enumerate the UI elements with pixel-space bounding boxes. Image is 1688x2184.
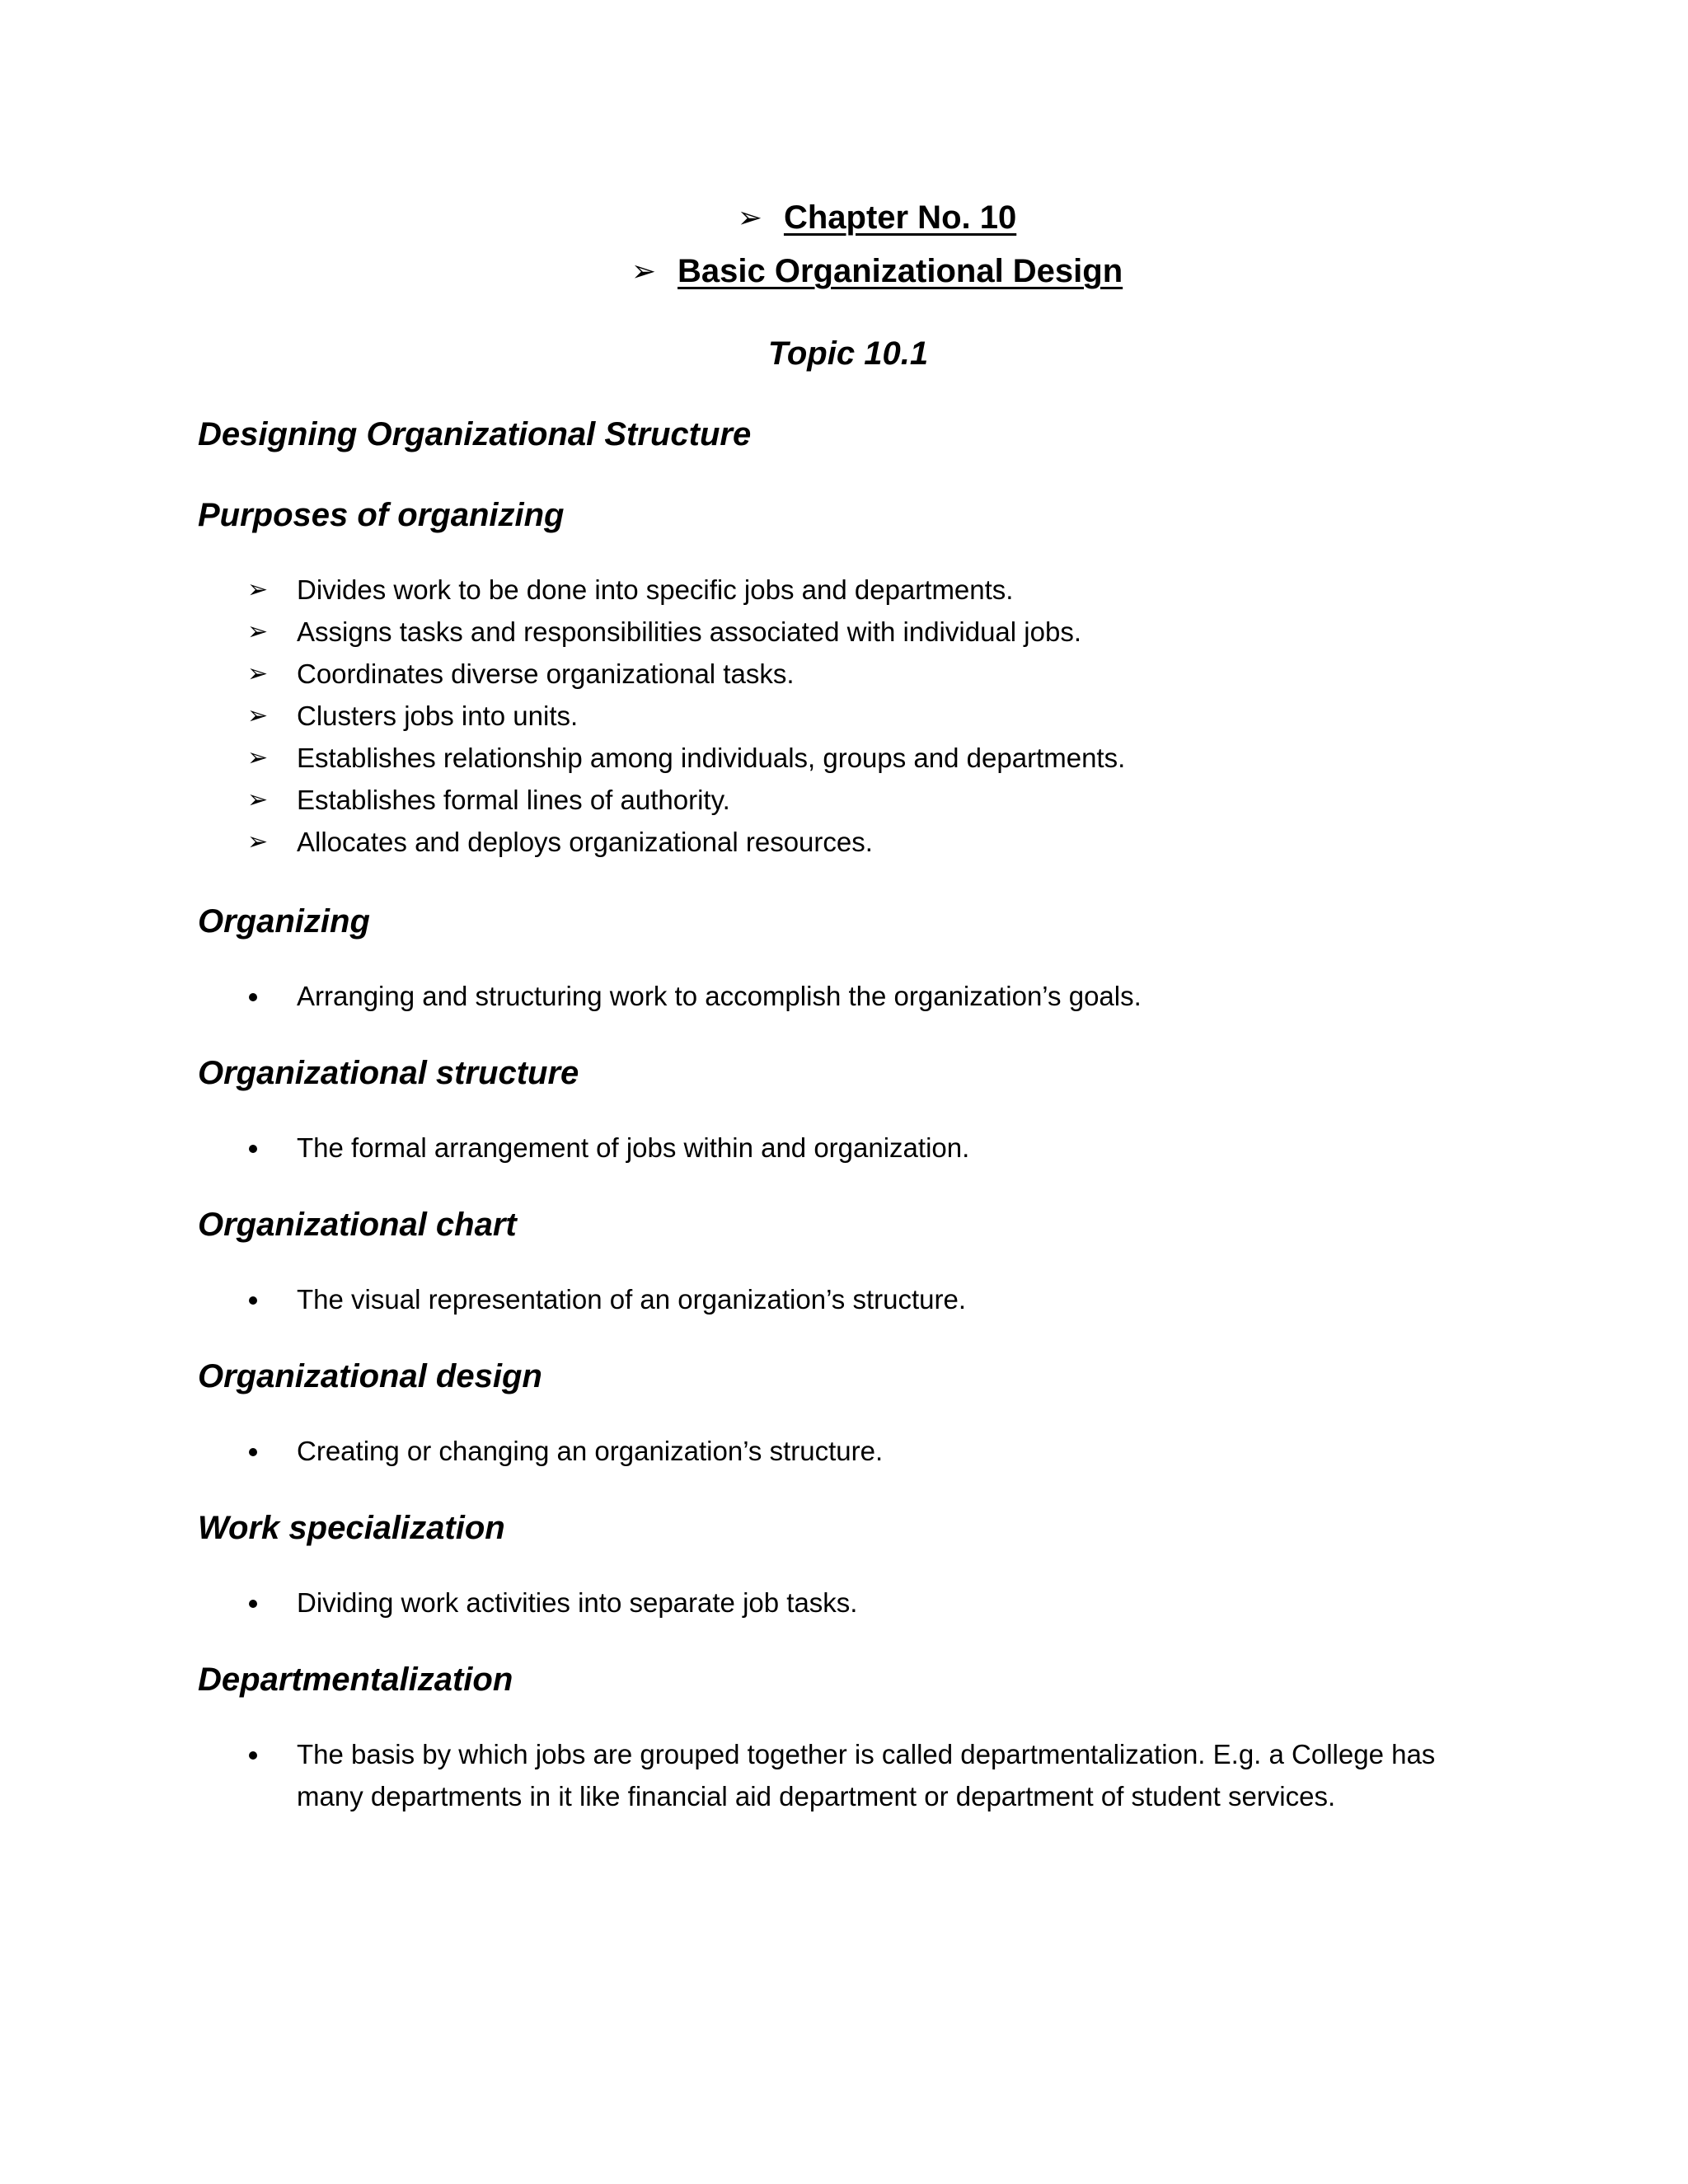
list-item <box>247 737 1125 779</box>
heading-chart: Organizational chart <box>198 1207 517 1243</box>
arrow-bullet-icon: ➢ <box>247 744 269 771</box>
list-item-text: Establishes relationship among individuals, groups and departments. <box>297 743 1126 773</box>
purposes-list <box>247 569 1125 863</box>
list-item-text: Creating or changing an organization’s structure. <box>297 1436 884 1466</box>
list-item <box>247 779 1125 821</box>
list-item <box>247 1430 883 1472</box>
arrow-bullet-icon: ➢ <box>737 200 762 234</box>
list-item <box>247 1582 857 1624</box>
list-item-text: The visual representation of an organization’s structure. <box>297 1284 967 1315</box>
arrow-bullet-icon: ➢ <box>247 702 269 729</box>
design-title <box>0 250 1688 293</box>
list-item <box>247 695 1125 737</box>
list-item <box>247 1733 1451 1817</box>
organizing-list <box>247 975 1142 1017</box>
chart-list <box>247 1278 966 1320</box>
arrow-bullet-icon: ➢ <box>631 254 657 288</box>
list-item-text: Allocates and deploys organizational resources. <box>297 827 873 857</box>
list-item-text: Arranging and structuring work to accomplish the organization’s goals. <box>297 981 1142 1011</box>
arrow-bullet-icon: ➢ <box>247 828 269 855</box>
list-item <box>247 1278 966 1320</box>
heading-organizing: Organizing <box>198 903 370 940</box>
arrow-bullet-icon: ➢ <box>247 618 269 645</box>
list-item-text: Assigns tasks and responsibilities associated with individual jobs. <box>297 616 1081 647</box>
heading-departmentalization: Departmentalization <box>198 1661 513 1698</box>
arrow-bullet-icon: ➢ <box>247 786 269 813</box>
list-item-text: Establishes formal lines of authority. <box>297 785 730 815</box>
list-item-text: Clusters jobs into units. <box>297 701 579 731</box>
list-item <box>247 569 1125 611</box>
specialization-list <box>247 1582 857 1624</box>
heading-design: Organizational design <box>198 1358 542 1394</box>
list-item-text: Dividing work activities into separate job tasks. <box>297 1587 858 1618</box>
list-item-text: The basis by which jobs are grouped together is called departmentalization. E.g. a College has many departments in it like financial aid department or department of student services. <box>297 1739 1436 1811</box>
design-list <box>247 1430 883 1472</box>
heading-designing: Designing Organizational Structure <box>198 416 752 452</box>
list-item-text: Coordinates diverse organizational tasks. <box>297 658 795 689</box>
list-item <box>247 611 1125 653</box>
heading-purposes: Purposes of organizing <box>198 497 565 533</box>
arrow-bullet-icon: ➢ <box>247 576 269 603</box>
list-item-text: Divides work to be done into specific jobs and departments. <box>297 574 1014 605</box>
structure-list <box>247 1127 969 1169</box>
heading-structure: Organizational structure <box>198 1055 579 1091</box>
list-item-text: The formal arrangement of jobs within and organization. <box>297 1132 970 1163</box>
heading-specialization: Work specialization <box>198 1510 505 1546</box>
departmentalization-list <box>247 1733 1451 1817</box>
chapter-title-text: Chapter No. 10 <box>783 199 1017 236</box>
list-item <box>247 653 1125 695</box>
topic-title: Topic 10.1 <box>767 335 929 372</box>
chapter-title <box>0 196 1688 239</box>
list-item <box>247 821 1125 863</box>
list-item <box>247 975 1142 1017</box>
arrow-bullet-icon: ➢ <box>247 660 269 687</box>
design-title-text: Basic Organizational Design <box>678 253 1123 289</box>
list-item <box>247 1127 969 1169</box>
